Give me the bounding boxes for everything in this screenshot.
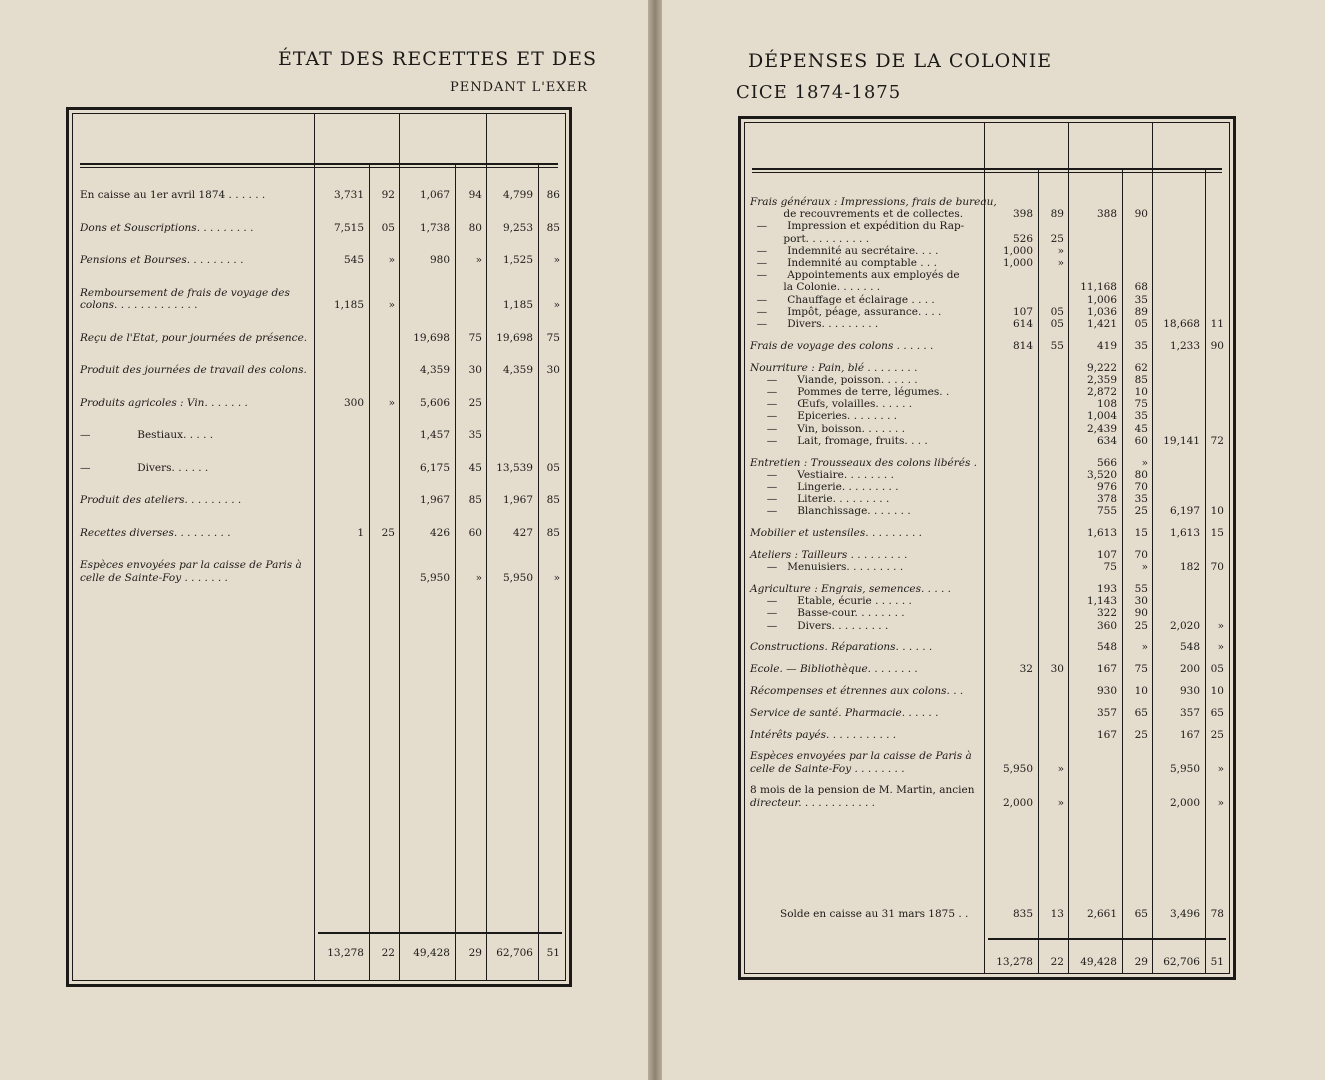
right-title: DÉPENSES DE LA COLONIE [748,50,1053,72]
amount-totaux: 4,799 [502,189,533,201]
amount-stefoy: 3,520 [1086,468,1117,481]
cents-stefoy: 29 [1134,956,1148,968]
cents-totaux: 90 [1210,339,1224,352]
row-label: — Basse-cour. . . . . . . . [750,607,905,620]
amount-totaux: 9,253 [502,221,533,234]
row-label: — Impôt, péage, assurance. . . . [750,305,942,318]
cents-stefoy: 35 [1134,293,1148,306]
table-inner-border [72,113,566,981]
amount-stefoy: 9,222 [1086,361,1117,374]
amount-totaux: 2,020 [1169,619,1200,632]
amount-stefoy: 1,036 [1086,305,1117,318]
amount-totaux: 6,197 [1169,505,1200,518]
cents-stefoy: 75 [468,331,482,344]
row-label: — Indemnité au secrétaire. . . . [750,244,939,257]
cents-stefoy: 70 [1134,549,1148,561]
amount-stefoy: 357 [1096,706,1117,719]
row-label: Constructions. Réparations. . . . . . [750,641,933,654]
cents-paris: » [388,299,395,311]
amount-totaux: 200 [1179,663,1200,676]
amount-paris: 398 [1012,208,1033,221]
cents-totaux: 30 [546,364,560,376]
amount-totaux: 1,525 [502,254,533,266]
amount-paris: 13,278 [327,947,364,959]
cents-totaux: » [553,254,560,266]
row-label: Mobilier et ustensiles. . . . . . . . . [750,527,923,540]
cents-stefoy: 25 [468,396,482,409]
cents-paris: 05 [381,221,395,234]
cents-totaux: 65 [1210,706,1224,719]
cents-stefoy: » [475,571,482,584]
recettes-table [66,107,572,987]
column-rule [1152,122,1153,974]
amount-stefoy: 5,950 [419,571,450,584]
amount-stefoy: 980 [429,254,450,266]
amount-totaux: 19,698 [496,331,533,344]
amount-stefoy: 1,967 [419,494,450,506]
amount-stefoy: 2,872 [1086,386,1117,398]
amount-stefoy: 167 [1096,728,1117,741]
cents-totaux: 70 [1210,561,1224,574]
amount-totaux: 62,706 [1163,956,1200,968]
row-label: Ateliers : Tailleurs . . . . . . . . . [750,549,908,561]
row-label: — Menuisiers. . . . . . . . . [750,561,904,574]
row-label: — Etable, écurie . . . . . . [750,595,912,608]
cents-stefoy: 10 [1134,386,1148,398]
cents-stefoy: 89 [1134,305,1148,318]
amount-paris: 835 [1012,908,1033,920]
row-label: la Colonie. . . . . . . [750,281,881,294]
row-label: — Œufs, volailles. . . . . . [750,398,913,411]
cents-paris: » [1057,762,1064,775]
cents-stefoy: 75 [1134,398,1148,411]
amount-stefoy: 1,004 [1086,410,1117,423]
cents-paris: 30 [1050,663,1064,676]
cents-stefoy: 45 [468,461,482,474]
amount-paris: 32 [1019,663,1033,676]
amount-stefoy: 378 [1096,493,1117,506]
amount-totaux: 19,141 [1163,434,1200,447]
header-rule [80,163,558,165]
cents-paris: 89 [1050,208,1064,221]
amount-totaux: 1,185 [502,299,533,311]
amount-stefoy: 167 [1096,663,1117,676]
cents-stefoy: 65 [1134,706,1148,719]
amount-totaux: 5,950 [502,571,533,584]
right-subtitle: CICE 1874-1875 [736,82,902,103]
row-label: directeur. . . . . . . . . . . . [750,796,876,809]
amount-stefoy: 1,613 [1086,527,1117,540]
cents-totaux: 85 [546,221,560,234]
cents-stefoy: 85 [1134,373,1148,386]
left-page [0,0,648,1080]
row-label: — Literie. . . . . . . . . [750,493,890,506]
cents-stefoy: 30 [1134,595,1148,608]
cents-rule [1038,168,1039,974]
cents-totaux: 85 [546,494,560,506]
totals-rule [318,932,562,934]
header-rule-thin [80,167,558,168]
row-label: Ecole. — Bibliothèque. . . . . . . . [750,663,918,676]
amount-paris: 1,000 [1002,244,1033,257]
row-label: Produits agricoles : Vin. . . . . . . [80,396,248,409]
amount-paris: 1,000 [1002,257,1033,269]
amount-paris: 300 [343,396,364,409]
cents-totaux: 51 [546,947,560,959]
cents-stefoy: 55 [1134,583,1148,595]
row-label: — Indemnité au comptable . . . [750,257,937,269]
amount-paris: 2,000 [1002,796,1033,809]
cents-rule [369,163,370,981]
cents-stefoy: 30 [468,364,482,376]
cents-stefoy: 35 [1134,339,1148,352]
cents-stefoy: 80 [1134,468,1148,481]
amount-stefoy: 755 [1096,505,1117,518]
row-label: — Viande, poisson. . . . . . [750,373,918,386]
cents-stefoy: 65 [1134,908,1148,920]
cents-stefoy: 29 [468,947,482,959]
amount-paris: 107 [1012,305,1033,318]
amount-totaux: 18,668 [1163,318,1200,330]
amount-totaux: 427 [512,526,533,539]
amount-stefoy: 1,067 [419,189,450,201]
row-label: — Pommes de terre, légumes. . [750,386,950,398]
cents-stefoy: 25 [1134,505,1148,518]
amount-paris: 814 [1012,339,1033,352]
row-label: — Divers. . . . . . . . . [750,619,889,632]
cents-stefoy: 60 [1134,434,1148,447]
cents-stefoy: 05 [1134,318,1148,330]
right-page [662,0,1325,1080]
cents-totaux: » [553,299,560,311]
amount-stefoy: 108 [1096,398,1117,411]
amount-stefoy: 5,606 [419,396,450,409]
cents-totaux: 11 [1210,318,1224,330]
row-label: — Impression et expédition du Rap- [750,220,965,233]
amount-stefoy: 426 [429,526,450,539]
cents-stefoy: 80 [468,221,482,234]
cents-totaux: 15 [1210,527,1224,540]
amount-stefoy: 11,168 [1080,281,1117,294]
amount-stefoy: 49,428 [1080,956,1117,968]
cents-stefoy: 10 [1134,685,1148,697]
amount-totaux: 13,539 [496,461,533,474]
amount-totaux: 182 [1179,561,1200,574]
amount-stefoy: 75 [1103,561,1117,574]
cents-stefoy: 25 [1134,728,1148,741]
cents-stefoy: 35 [1134,410,1148,423]
cents-totaux: 72 [1210,434,1224,447]
row-label: Entretien : Trousseaux des colons libérés . [750,456,978,469]
amount-totaux: 5,950 [1169,762,1200,775]
amount-stefoy: 976 [1096,481,1117,493]
row-label: Frais généraux : Impressions, frais de bureau, [750,196,997,208]
amount-paris: 545 [343,254,364,266]
amount-stefoy: 930 [1096,685,1117,697]
header-rule-thin [752,172,1222,173]
amount-stefoy: 2,359 [1086,373,1117,386]
column-rule [314,113,315,981]
row-label: En caisse au 1er avril 1874 . . . . . . [80,189,266,201]
amount-totaux: 62,706 [496,947,533,959]
cents-paris: 25 [1050,232,1064,245]
row-label: Dons et Souscriptions. . . . . . . . . [80,221,254,234]
cents-paris: 55 [1050,339,1064,352]
cents-paris: 22 [1050,956,1064,968]
cents-stefoy: 85 [468,494,482,506]
amount-stefoy: 388 [1096,208,1117,221]
amount-stefoy: 360 [1096,619,1117,632]
cents-totaux: 05 [1210,663,1224,676]
amount-totaux: 1,233 [1169,339,1200,352]
row-label: — Vestiaire. . . . . . . . [750,468,894,481]
cents-stefoy: 60 [468,526,482,539]
row-label: Espèces envoyées par la caisse de Paris à [750,750,972,763]
header-rule [752,168,1222,170]
amount-totaux: 3,496 [1169,908,1200,920]
column-rule [1068,122,1069,974]
cents-totaux: 86 [546,189,560,201]
row-label: — Divers. . . . . . [80,461,209,474]
row-label: Frais de voyage des colons . . . . . . [750,339,934,352]
amount-stefoy: 107 [1096,549,1117,561]
cents-stefoy: 94 [468,189,482,201]
amount-paris: 7,515 [333,221,364,234]
cents-stefoy: 75 [1134,663,1148,676]
cents-paris: 92 [381,189,395,201]
amount-totaux: 167 [1179,728,1200,741]
row-label: celle de Sainte-Foy . . . . . . . . [750,762,905,775]
cents-paris: » [388,254,395,266]
row-label: Remboursement de frais de voyage des colons. . . . . . . . . . . . . [80,286,290,311]
row-label: — Epiceries. . . . . . . . [750,410,898,423]
amount-paris: 1,185 [333,299,364,311]
amount-paris: 1 [357,526,364,539]
amount-totaux: 1,613 [1169,527,1200,540]
cents-stefoy: » [1141,641,1148,654]
cents-paris: 25 [381,526,395,539]
cents-stefoy: » [1141,561,1148,574]
amount-stefoy: 634 [1096,434,1117,447]
cents-stefoy: » [475,254,482,266]
cents-paris: 05 [1050,318,1064,330]
cents-stefoy: 15 [1134,527,1148,540]
cents-stefoy: 25 [1134,619,1148,632]
cents-totaux: » [553,571,560,584]
row-label: 8 mois de la pension de M. Martin, ancien [750,784,975,797]
cents-totaux: 05 [546,461,560,474]
cents-stefoy: 70 [1134,481,1148,493]
amount-stefoy: 4,359 [419,364,450,376]
row-label: — Lingerie. . . . . . . . . [750,481,899,493]
amount-paris: 526 [1012,232,1033,245]
amount-stefoy: 322 [1096,607,1117,620]
amount-stefoy: 2,439 [1086,422,1117,435]
row-label: — Vin, boisson. . . . . . . [750,422,906,435]
amount-stefoy: 1,457 [419,429,450,441]
cents-paris: 05 [1050,305,1064,318]
left-title: ÉTAT DES RECETTES ET DES [278,48,597,70]
cents-stefoy: 62 [1134,361,1148,374]
amount-stefoy: 1,006 [1086,293,1117,306]
amount-stefoy: 193 [1096,583,1117,595]
amount-stefoy: 6,175 [419,461,450,474]
cents-paris: » [388,396,395,409]
cents-stefoy: 35 [1134,493,1148,506]
amount-paris: 5,950 [1002,762,1033,775]
cents-totaux: » [1217,619,1224,632]
depenses-table [738,116,1236,980]
book-gutter [648,0,662,1080]
row-label: Agriculture : Engrais, semences. . . . . [750,583,952,595]
cents-paris: » [1057,244,1064,257]
cents-totaux: 78 [1210,908,1224,920]
amount-paris: 614 [1012,318,1033,330]
row-label: — Chauffage et éclairage . . . . [750,293,935,306]
row-label: Espèces envoyées par la caisse de Paris à celle de Sainte-Foy . . . . . . . [80,559,302,584]
row-label: — Appointements aux employés de [750,269,960,282]
row-label: Récompenses et étrennes aux colons. . . [750,685,964,697]
cents-totaux: 75 [546,331,560,344]
amount-totaux: 548 [1179,641,1200,654]
column-rule [486,113,487,981]
amount-totaux: 2,000 [1169,796,1200,809]
column-rule [399,113,400,981]
row-label: Produit des journées de travail des colons. [80,364,307,376]
totals-rule [988,938,1226,940]
amount-stefoy: 548 [1096,641,1117,654]
amount-paris: 13,278 [996,956,1033,968]
cents-totaux: 10 [1210,685,1224,697]
cents-stefoy: 35 [468,429,482,441]
amount-stefoy: 2,661 [1086,908,1117,920]
cents-paris: » [1057,257,1064,269]
row-label: — Lait, fromage, fruits. . . . [750,434,928,447]
row-label: — Bestiaux. . . . . [80,429,214,441]
row-label: — Divers. . . . . . . . . [750,318,879,330]
amount-stefoy: 419 [1096,339,1117,352]
amount-totaux: 1,967 [502,494,533,506]
amount-totaux: 4,359 [502,364,533,376]
cents-totaux: 25 [1210,728,1224,741]
cents-totaux: 85 [546,526,560,539]
row-label: de recouvrements et de collectes. [750,208,964,221]
cents-paris: 13 [1050,908,1064,920]
row-label: Nourriture : Pain, blé . . . . . . . . [750,361,918,374]
row-label: — Blanchissage. . . . . . . [750,505,911,518]
cents-totaux: 10 [1210,505,1224,518]
row-label: Recettes diverses. . . . . . . . . [80,526,231,539]
cents-paris: 22 [381,947,395,959]
row-label: Reçu de l'Etat, pour journées de présence. [80,331,308,344]
amount-stefoy: 49,428 [413,947,450,959]
row-label: Produit des ateliers. . . . . . . . . [80,494,242,506]
amount-stefoy: 1,738 [419,221,450,234]
cents-stefoy: » [1141,456,1148,469]
row-label: Service de santé. Pharmacie. . . . . . [750,706,939,719]
amount-paris: 3,731 [333,189,364,201]
amount-stefoy: 1,143 [1086,595,1117,608]
cents-totaux: » [1217,762,1224,775]
cents-totaux: » [1217,641,1224,654]
cents-stefoy: 90 [1134,607,1148,620]
solde-label: Solde en caisse au 31 mars 1875 . . [780,908,969,920]
cents-stefoy: 45 [1134,422,1148,435]
amount-stefoy: 566 [1096,456,1117,469]
cents-totaux: » [1217,796,1224,809]
amount-stefoy: 19,698 [413,331,450,344]
left-subtitle: PENDANT L'EXER [450,80,588,95]
row-label: port. . . . . . . . . . [750,232,870,245]
cents-totaux: 51 [1210,956,1224,968]
row-label: Intérêts payés. . . . . . . . . . . [750,728,897,741]
cents-stefoy: 90 [1134,208,1148,221]
amount-stefoy: 1,421 [1086,318,1117,330]
row-label: Pensions et Bourses. . . . . . . . . [80,254,244,266]
cents-stefoy: 68 [1134,281,1148,294]
amount-totaux: 930 [1179,685,1200,697]
amount-totaux: 357 [1179,706,1200,719]
cents-paris: » [1057,796,1064,809]
